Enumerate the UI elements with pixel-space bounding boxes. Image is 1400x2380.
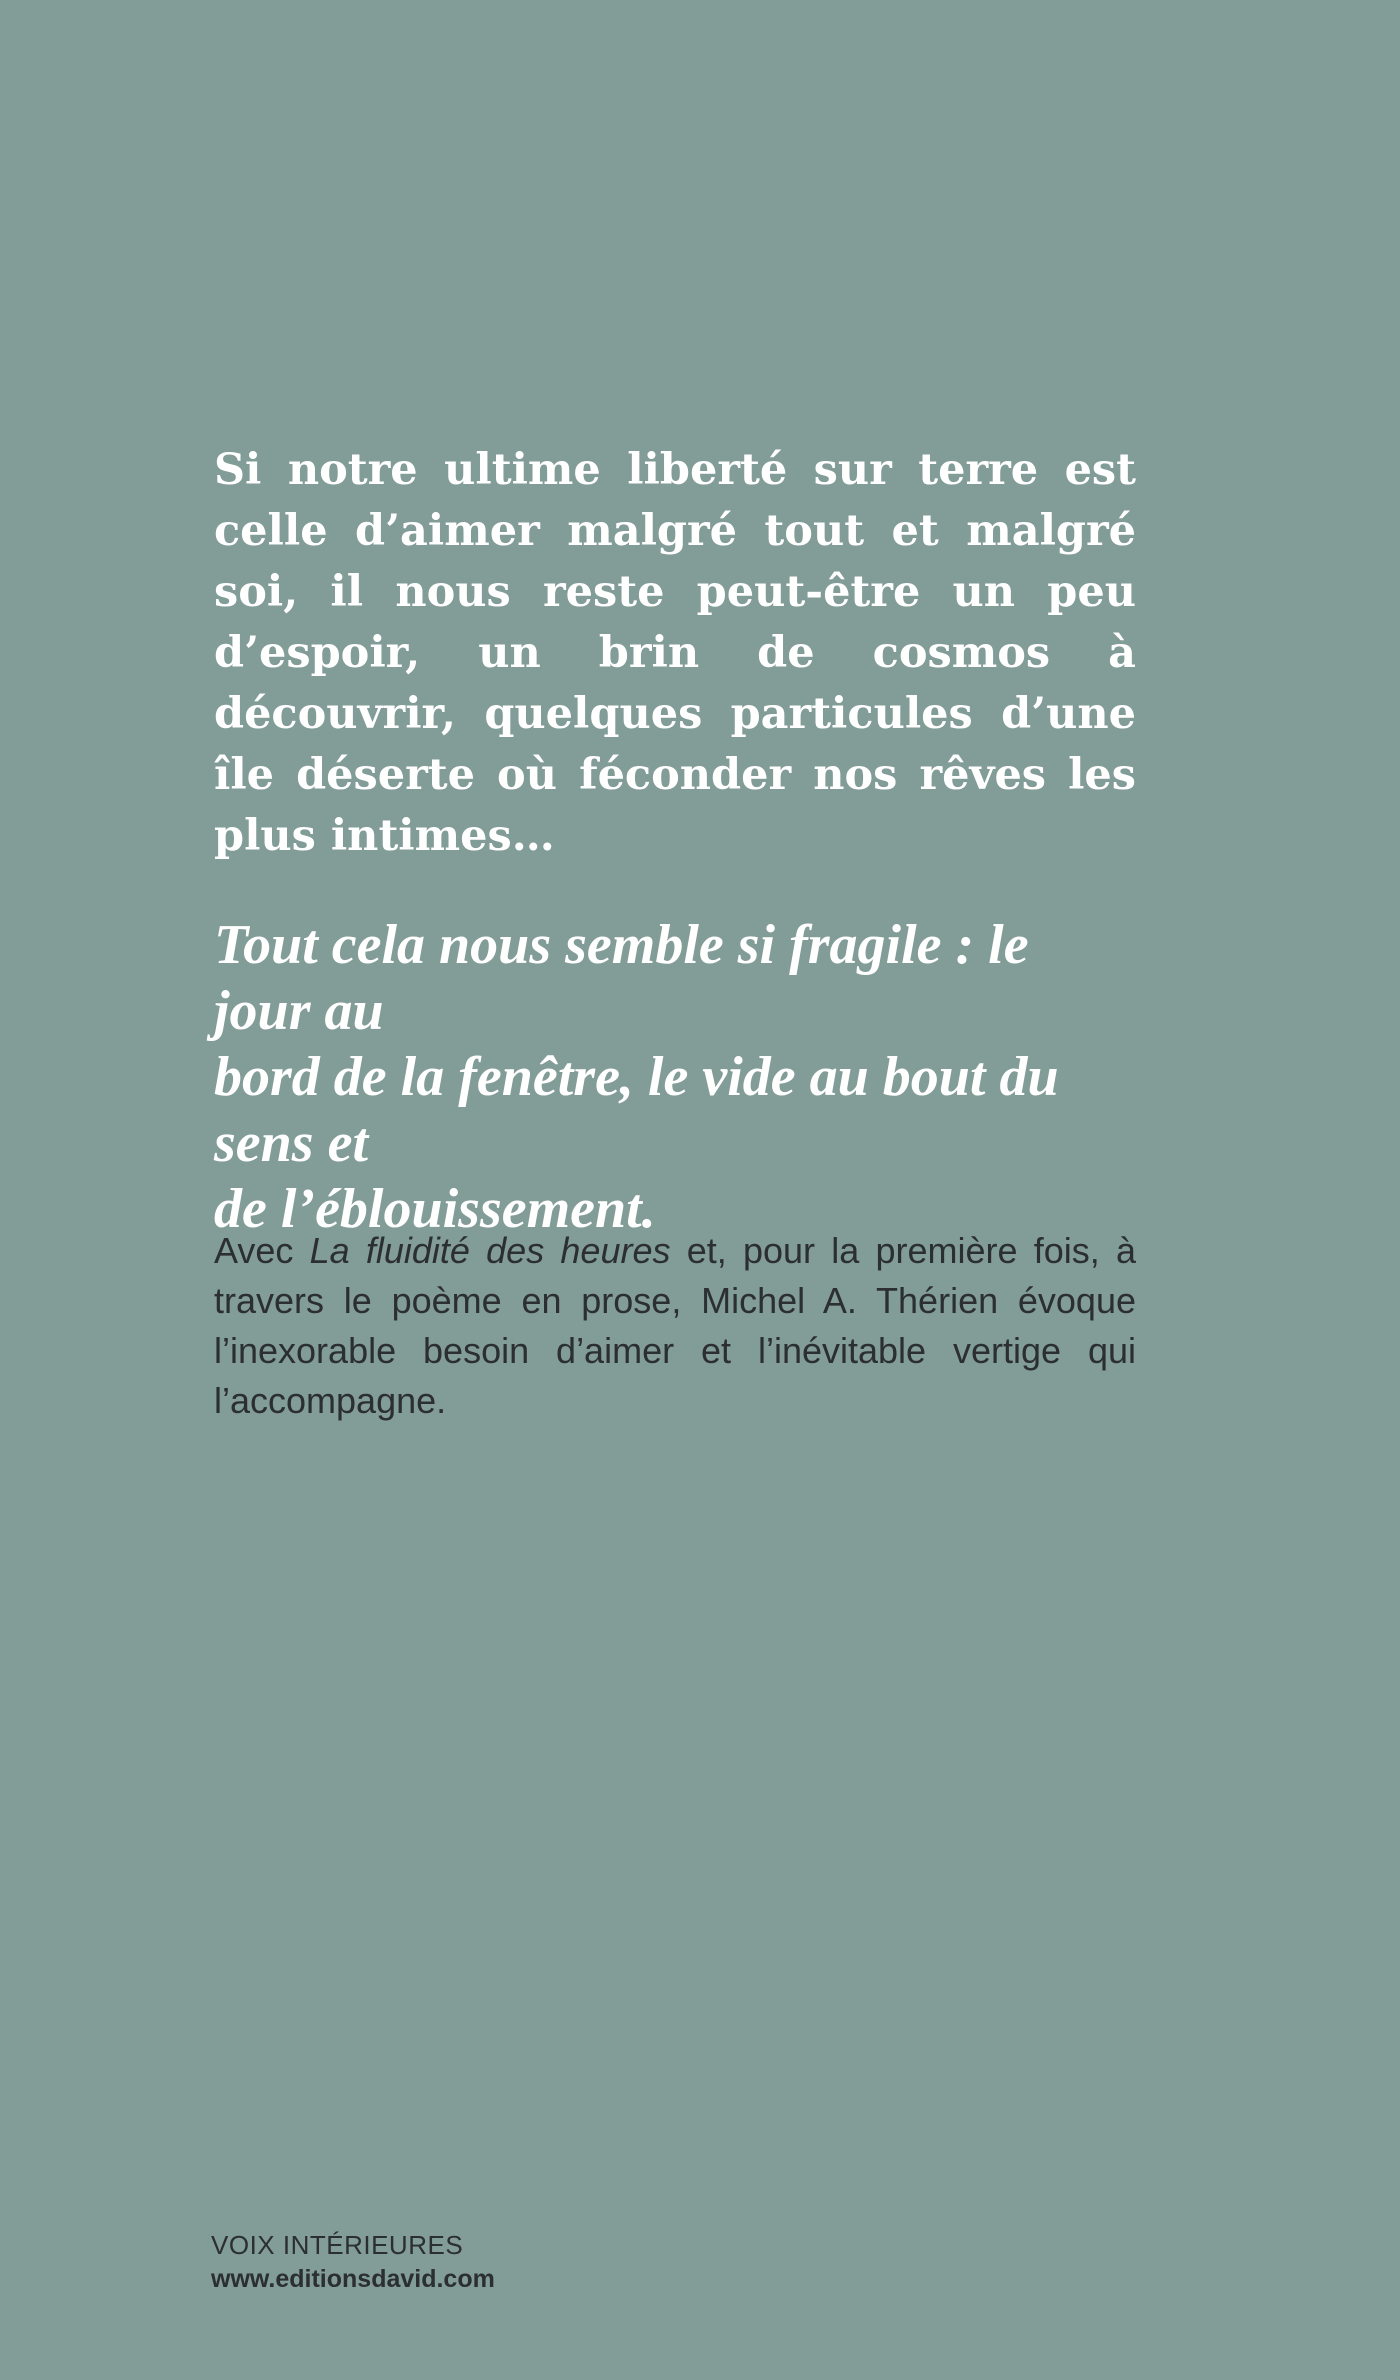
publisher-footer xyxy=(211,2228,495,2296)
publisher-website: www.editionsdavid.com xyxy=(211,2265,495,2293)
book-title: La fluidité des heures xyxy=(309,1230,671,1271)
lead-paragraph: Si notre ultime liberté sur terre est celle d’aimer malgré tout et malgré soi, il nous reste peut-être un peu d’espoir, un brin de cosmos à découvrir, quelques particules d’une île déserte où féconder nos rêves les plus intimes… xyxy=(214,445,1136,861)
blurb-paragraph xyxy=(214,1226,1136,1426)
quote-line-3: de l’éblouissement. xyxy=(214,1178,656,1240)
blurb-body: et, pour la première fois, à travers le poème en prose, Michel A. Thérien évoque l’inexorable besoin d’aimer et l’inévitable vertige qui l’accompagne. xyxy=(214,1230,1137,1421)
quote xyxy=(214,912,1136,1242)
quote-line-2: bord de la fenêtre, le vide au bout du sens et xyxy=(214,1046,1059,1174)
blurb-intro: Avec xyxy=(214,1230,310,1271)
series-name: VOIX INTÉRIEURES xyxy=(211,2230,464,2260)
quote-line-1: Tout cela nous semble si fragile : le jour au xyxy=(214,914,1029,1042)
